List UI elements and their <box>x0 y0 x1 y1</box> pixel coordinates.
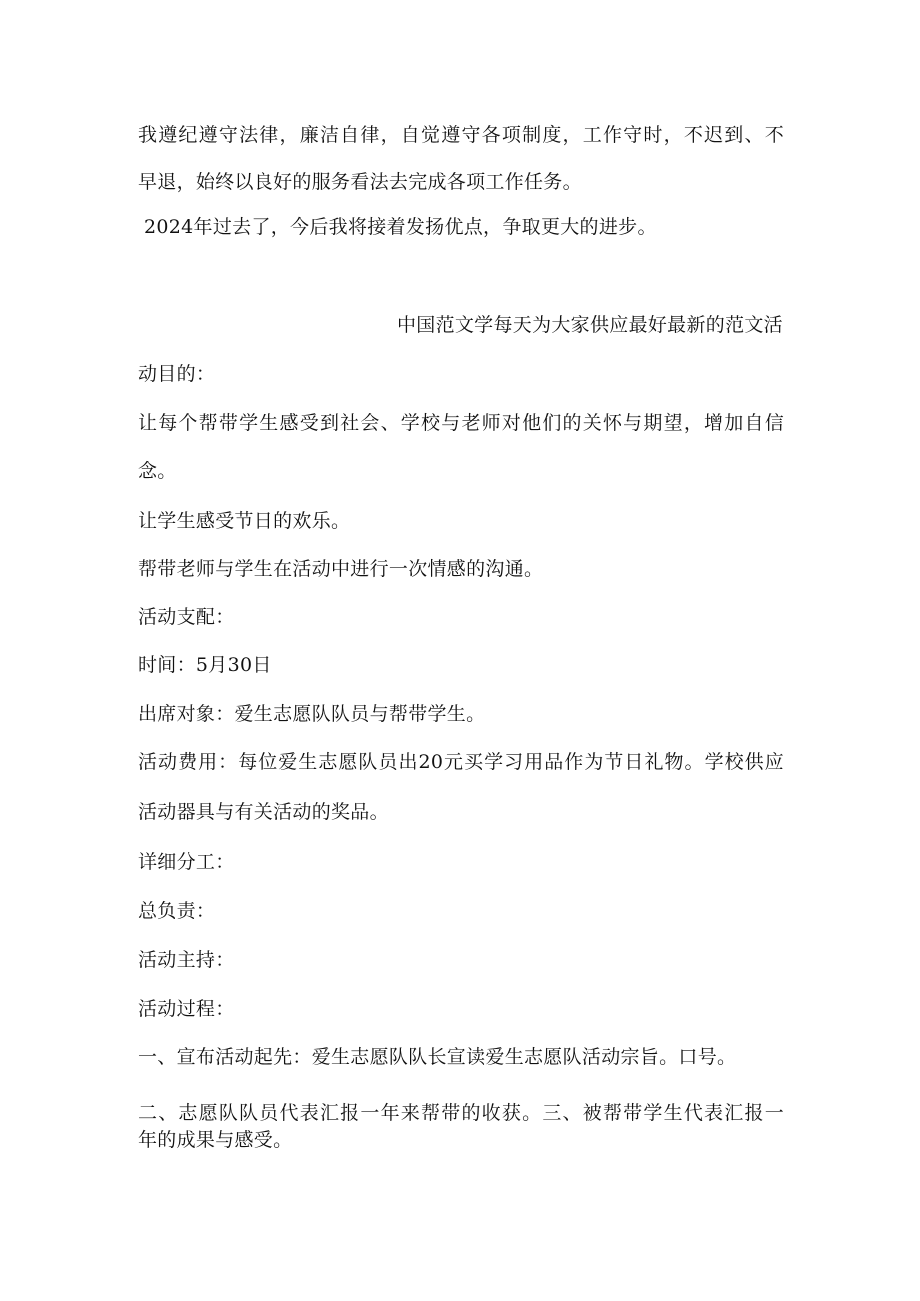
section-heading-arrangement: 活动支配： <box>138 606 235 628</box>
division-lead: 总负责： <box>138 900 216 922</box>
promo-line: 中国范文学每天为大家供应最好最新的范文活 <box>396 314 783 336</box>
arrangement-cost-line-2: 活动器具与有关活动的奖品。 <box>138 801 389 823</box>
arrangement-attendees: 出席对象：爱生志愿队队员与帮带学生。 <box>138 703 486 725</box>
arrangement-cost-line-1: 活动费用：每位爱生志愿队员出20元买学习用品作为节日礼物。学校供应 <box>138 751 784 773</box>
section-heading-purpose: 动目的： <box>138 363 216 385</box>
section-heading-process: 活动过程： <box>138 998 235 1020</box>
purpose-item-1-line-1: 让每个帮带学生感受到社会、学校与老师对他们的关怀与期望，增加自信 <box>138 412 784 434</box>
process-step-2-line-1: 二、志愿队队员代表汇报一年来帮带的收获。三、被帮带学生代表汇报一 <box>138 1102 784 1124</box>
division-host: 活动主持： <box>138 949 235 971</box>
paragraph-line-1: 我遵纪遵守法律，廉洁自律，自觉遵守各项制度，工作守时，不迟到、不 <box>138 124 784 146</box>
process-step-1: 一、宣布活动起先：爱生志愿队队长宣读爱生志愿队活动宗旨。口号。 <box>138 1046 737 1068</box>
purpose-item-3: 帮带老师与学生在活动中进行一次情感的沟通。 <box>138 558 544 580</box>
arrangement-time: 时间：5月30日 <box>138 654 272 676</box>
paragraph-line-3: 2024年过去了，今后我将接着发扬优点，争取更大的进步。 <box>144 216 657 238</box>
process-step-2-line-2: 年的成果与感受。 <box>138 1129 293 1151</box>
purpose-item-1-line-2: 念。 <box>138 460 177 482</box>
purpose-item-2: 让学生感受节日的欢乐。 <box>138 510 351 532</box>
section-heading-division: 详细分工： <box>138 851 235 873</box>
paragraph-line-2: 早退，始终以良好的服务看法去完成各项工作任务。 <box>138 171 582 193</box>
